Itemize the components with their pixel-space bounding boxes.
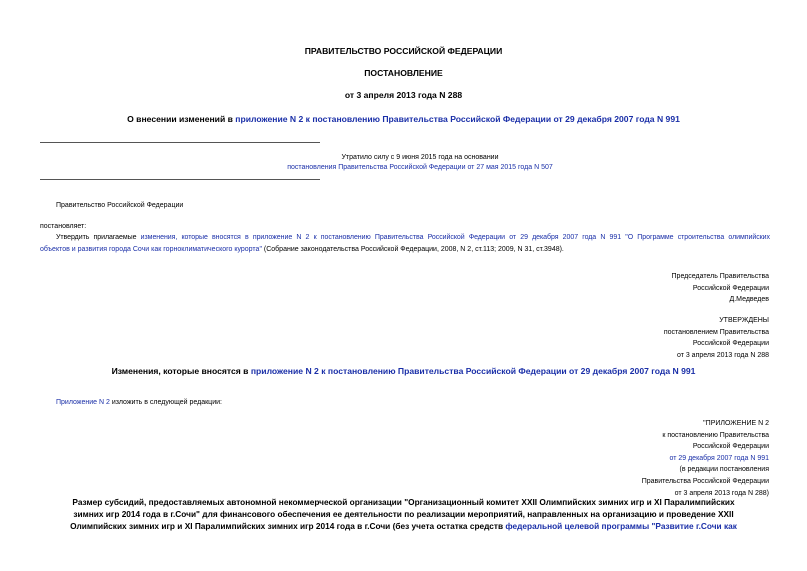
approved-line1: постановлением Правительства xyxy=(663,328,769,336)
signature-name: Д.Медведев xyxy=(729,296,769,304)
subsidy-line3-prefix: Олимпийских зимних игр и XI Паралимпийских зимних игр 2014 года в г.Сочи (без учета остатка средств xyxy=(70,521,506,531)
changes-body-text: изложить в следующей редакции: xyxy=(109,399,222,406)
body-government: Правительство Российской Федерации xyxy=(56,202,184,209)
approved-line3: от 3 апреля 2013 года N 288 xyxy=(676,351,769,359)
doc-type-heading: ПОСТАНОВЛЕНИЕ xyxy=(364,68,443,78)
changes-title-link[interactable]: приложение N 2 к постановлению Правительства Российской Федерации от 29 декабря 2007 года N 991 xyxy=(250,366,696,376)
subsidy-line3-link[interactable]: федеральной целевой программы "Развитие г.Сочи как xyxy=(505,521,737,531)
appendix-line2: Российской Федерации xyxy=(692,443,769,451)
doc-date-number: от 3 апреля 2013 года N 288 xyxy=(344,90,463,100)
body-resolves: постановляет: xyxy=(40,223,87,230)
appendix-line1: к постановлению Правительства xyxy=(662,431,769,439)
approved-label: УТВЕРЖДЕНЫ xyxy=(719,317,769,324)
approve-prefix: Утвердить прилагаемые xyxy=(56,234,141,241)
changes-title xyxy=(0,366,807,376)
changes-title-prefix: Изменения, которые вносятся в xyxy=(111,366,251,376)
approve-link-1[interactable]: изменения, которые вносятся в приложение N 2 к постановлению Правительства Российской Федерации от 29 декабря 2007 года N 991 "О Программе строительства олимпийских xyxy=(140,234,770,241)
notice-bottom-divider xyxy=(40,179,320,180)
signature-block xyxy=(672,271,769,306)
government-heading: ПРАВИТЕЛЬСТВО РОССИЙСКОЙ ФЕДЕРАЦИИ xyxy=(304,46,503,56)
approved-line2: Российской Федерации xyxy=(692,340,769,348)
changes-body xyxy=(56,397,222,409)
notice-link[interactable]: постановления Правительства Российской Федерации от 27 мая 2015 года N 507 xyxy=(287,164,553,171)
approved-block xyxy=(664,315,769,361)
document-title xyxy=(0,114,807,124)
changes-body-link[interactable]: Приложение N 2 xyxy=(56,399,110,406)
approve-suffix: (Собрание законодательства Российской Федерации, 2008, N 2, ст.113; 2009, N 31, ст.3948). xyxy=(261,245,564,253)
appendix-line4: Правительства Российской Федерации xyxy=(641,477,769,485)
appendix-line5: от 3 апреля 2013 года N 288) xyxy=(674,489,769,497)
appendix-line3: (в редакции постановления xyxy=(679,466,769,474)
subsidy-heading xyxy=(0,496,807,532)
body-approve-paragraph xyxy=(40,232,770,255)
approve-link-2[interactable]: объектов и развития города Сочи как горноклиматического курорта" xyxy=(40,245,262,253)
title-prefix: О внесении изменений в xyxy=(127,114,236,124)
signature-line2: Российской Федерации xyxy=(692,284,769,292)
subsidy-line2: зимних игр 2014 года в г.Сочи" для финансового обеспечения ее деятельности по реализации мероприятий, направленных на организацию и проведение XXII xyxy=(73,509,734,519)
appendix-label: "ПРИЛОЖЕНИЕ N 2 xyxy=(703,420,769,427)
title-link[interactable]: приложение N 2 к постановлению Правительства Российской Федерации от 29 декабря 2007 года N 991 xyxy=(235,114,680,124)
subsidy-line1: Размер субсидий, предоставляемых автономной некоммерческой организации "Организационный комитет XXII Олимпийских зимних игр и XI Паралимпийских xyxy=(72,497,735,507)
notice-top-divider xyxy=(40,142,320,143)
appendix-link[interactable]: от 29 декабря 2007 года N 991 xyxy=(669,454,769,462)
appendix-block xyxy=(642,418,769,499)
notice-line1: Утратило силу с 9 июня 2015 года на основании xyxy=(341,154,499,161)
signature-line1: Председатель Правительства xyxy=(671,273,769,280)
